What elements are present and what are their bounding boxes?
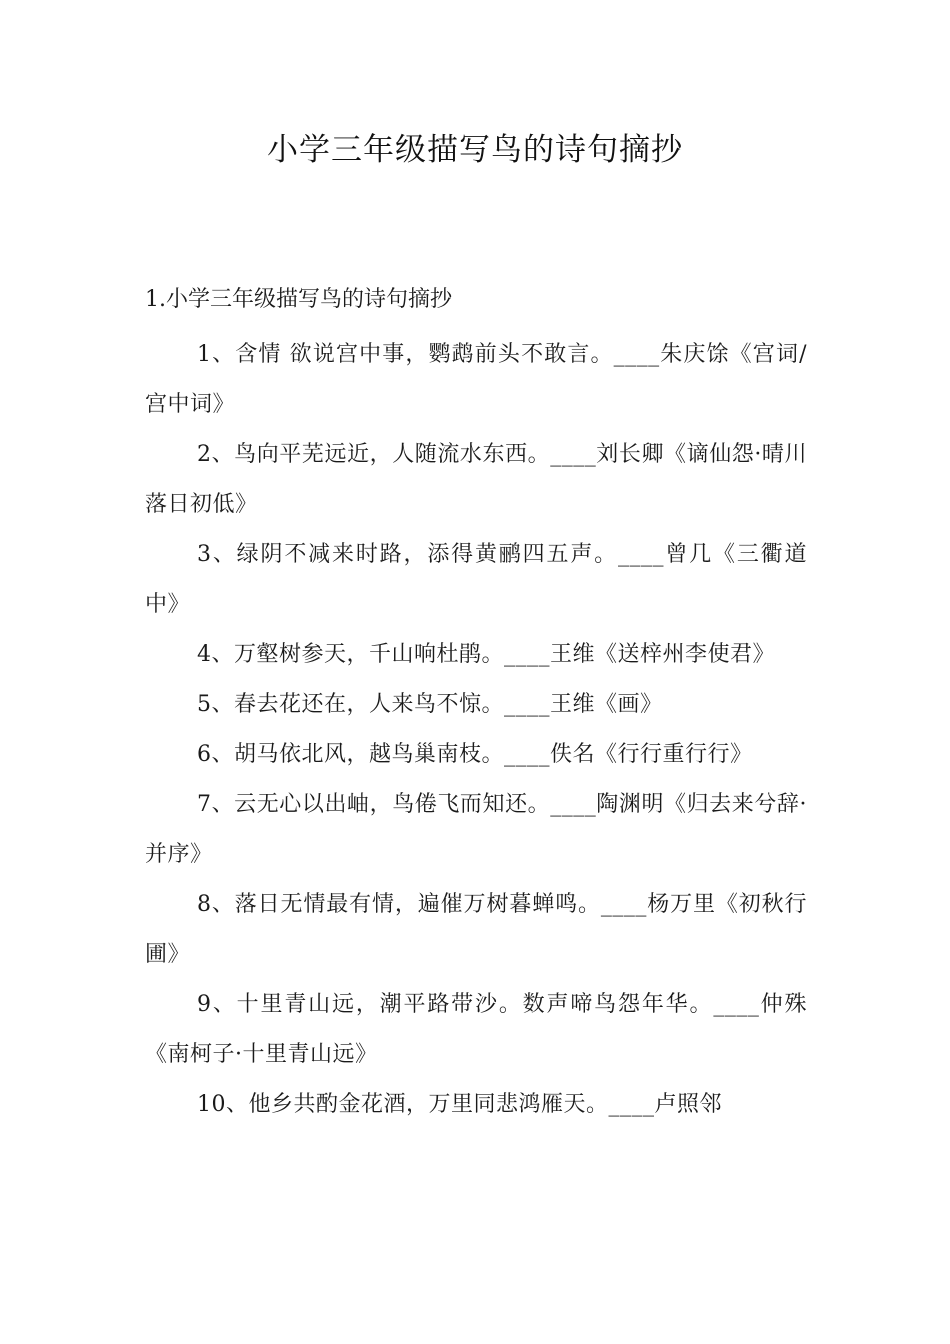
poem-line-3: 3、绿阴不减来时路，添得黄鹂四五声。____曾几《三衢道中》 <box>145 542 807 617</box>
poem-line-2: 2、鸟向平芜远近，人随流水东西。____刘长卿《谪仙怨·晴川落日初低》 <box>145 442 807 517</box>
poem-line-7: 7、云无心以出岫，鸟倦飞而知还。____陶渊明《归去来兮辞·并序》 <box>145 792 807 867</box>
poem-line-8: 8、落日无情最有情，遍催万树暮蝉鸣。____杨万里《初秋行圃》 <box>145 892 807 967</box>
document-title: 小学三年级描写鸟的诗句摘抄 <box>267 132 683 168</box>
poem-line-5: 5、春去花还在，人来鸟不惊。____王维《画》 <box>197 692 663 717</box>
poem-line-9: 9、十里青山远，潮平路带沙。数声啼鸟怨年华。____仲殊《南柯子·十里青山远》 <box>145 992 807 1067</box>
poem-line-4: 4、万壑树参天，千山响杜鹃。____王维《送梓州李使君》 <box>197 642 775 667</box>
poem-line-1: 1、含情 欲说宫中事，鹦鹉前头不敢言。____朱庆馀《宫词/宫中词》 <box>145 342 807 417</box>
section-heading: 1.小学三年级描写鸟的诗句摘抄 <box>145 287 452 312</box>
poem-line-6: 6、胡马依北风，越鸟巢南枝。____佚名《行行重行行》 <box>197 742 753 767</box>
document-body <box>145 280 807 1130</box>
poem-line-10: 10、他乡共酌金花酒，万里同悲鸿雁天。____卢照邻 <box>197 1092 722 1117</box>
